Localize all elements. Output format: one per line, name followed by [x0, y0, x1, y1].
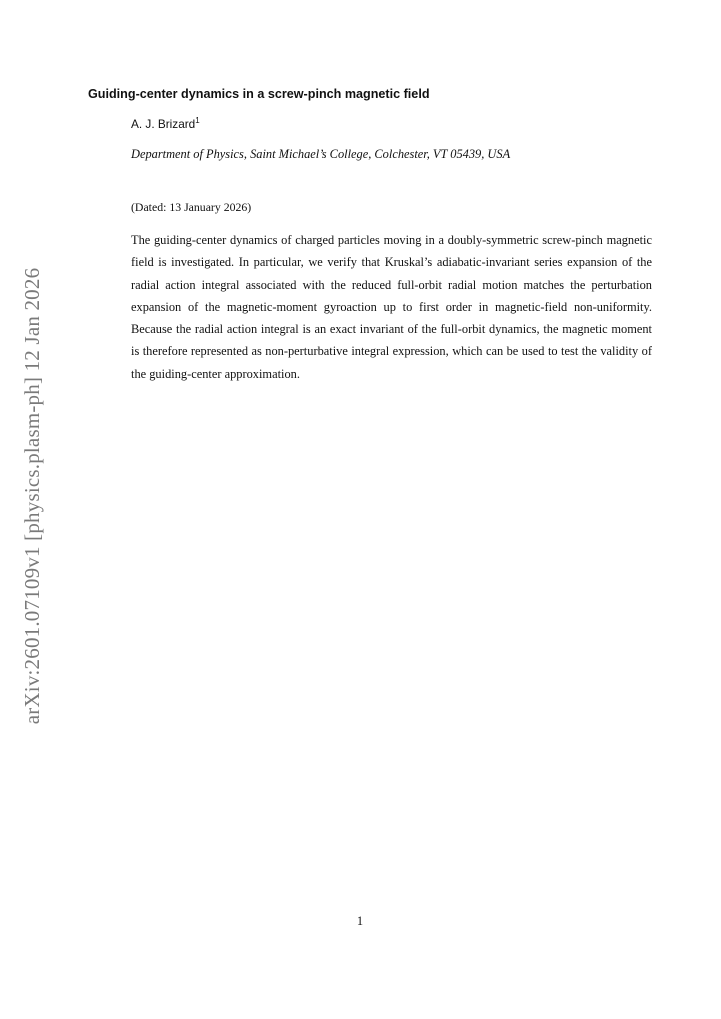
author-name: A. J. Brizard — [131, 117, 196, 131]
paper-title: Guiding-center dynamics in a screw-pinch magnetic field — [88, 87, 430, 101]
author-affiliation: Department of Physics, Saint Michael’s College, Colchester, VT 05439, USA — [131, 147, 511, 161]
affiliation-mark: 1 — [195, 116, 200, 125]
arxiv-side-stamp — [12, 246, 52, 746]
page-number: 1 — [356, 914, 364, 928]
abstract-text: The guiding-center dynamics of charged particles moving in a doubly-symmetric screw-pinch magnetic field is investigated. In particular, we verify that Kruskal’s adiabatic-invariant series expansion of the radial action integral associated with the reduced full-orbit radial motion matches the perturbation expansion of the magnetic-moment gyroaction up to first order in magnetic-field non-uniformity. Because the radial action integral is an exact invariant of the full-orbit dynamics, the magnetic moment is therefore represented as non-perturbative integral expression, which can be used to test the validity of the guiding-center approximation. — [131, 233, 652, 381]
date-line: (Dated: 13 January 2026) — [131, 200, 252, 214]
arxiv-identifier[interactable]: arXiv:2601.07109v1 [physics.plasm-ph] 12 Jan 2026 — [20, 267, 44, 725]
author-line — [131, 117, 200, 131]
